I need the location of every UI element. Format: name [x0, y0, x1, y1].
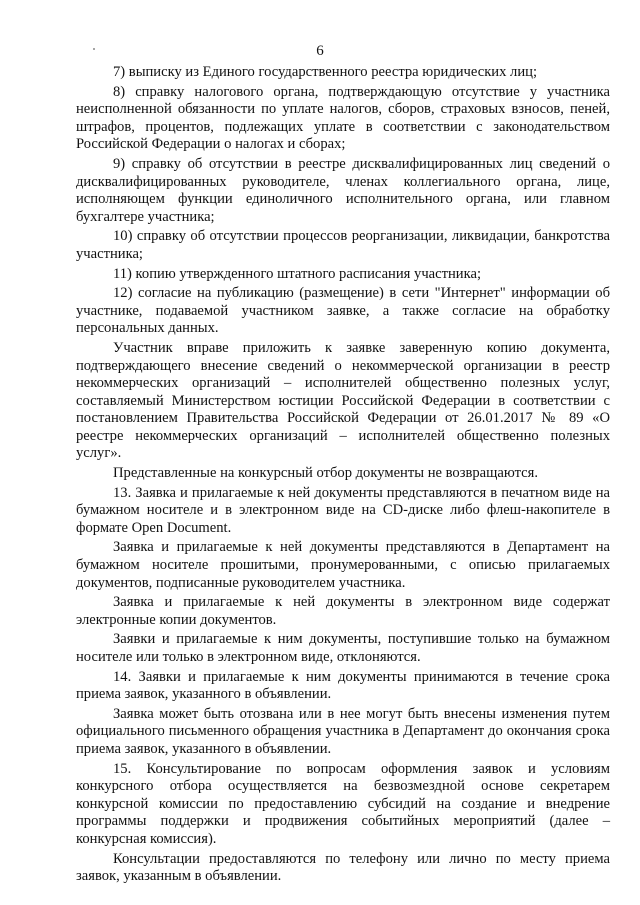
paragraph-consultations: Консультации предоставляются по телефону или лично по месту приема заявок, указанным в объявлении.: [76, 850, 610, 885]
paragraph-section-14: 14. Заявки и прилагаемые к ним документы принимаются в течение срока приема заявок, указанного в объявлении.: [76, 668, 610, 703]
paragraph-rejection-rule: Заявки и прилагаемые к ним документы, поступившие только на бумажном носителе или только в электронном виде, отклоняются.: [76, 631, 610, 665]
paragraph-withdrawal: Заявка может быть отозвана или в нее могут быть внесены изменения путем официального письменного обращения участника в Департамент до окончания срока приема заявок, указанного в объявлении.: [76, 705, 610, 757]
paragraph-item-12: 12) согласие на публикацию (размещение) в сети "Интернет" информации об участнике, подаваемой участником заявке, а также согласие на обработку персональных данных.: [76, 285, 610, 337]
paragraph-documents-not-returned: Представленные на конкурсный отбор документы не возвращаются.: [113, 465, 538, 482]
paragraph-item-11: 11) копию утвержденного штатного расписания участника;: [113, 265, 482, 282]
paragraph-section-13: 13. Заявка и прилагаемые к ней документы представляются в печатном виде на бумажном носителе и в электронном виде на CD-диске либо флеш-накопителе в формате Open Document.: [76, 484, 610, 536]
paragraph-section-15: 15. Консультирование по вопросам оформления заявок и условиям конкурсного отбора осуществляется на безвозмездной основе секретарем конкурсной комиссии по предоставлению субсидий на создание и внедрение программы поддержки и продвижения событийных мероприятий (далее – конкурсная комиссия).: [76, 760, 610, 847]
paragraph-item-9: 9) справку об отсутствии в реестре дисквалифицированных лиц сведений о дисквалифицированных руководителе, членах коллегиального органа, лице, исполняющем функции единоличного исполнительного органа, или главном бухгалтере участника;: [76, 155, 610, 225]
page-number: 6: [316, 43, 324, 59]
paragraph-item-8: 8) справку налогового органа, подтверждающую отсутствие у участника неисполненной обязанности по уплате налогов, сборов, страховых взносов, пеней, штрафов, процентов, подлежащих уплате в соответствии с законодательством Российской Федерации о налогах и сборах;: [76, 83, 610, 153]
paragraph-item-10: 10) справку об отсутствии процессов реорганизации, ликвидации, банкротства участника;: [76, 228, 610, 262]
paragraph-electronic-copies: Заявка и прилагаемые к ней документы в электронном виде содержат электронные копии документов.: [76, 594, 610, 628]
paragraph-optional-attachment: Участник вправе приложить к заявке заверенную копию документа, подтверждающего внесение сведений о некоммерческой организации в реестр некоммерческих организаций – исполнителей общественно полезных услуг, составляемый Министерством юстиции Российской Федерации в соответствии с постановлением Правительства Российской Федерации от 26.01.2017 № 89 «О реестре некоммерческих организаций – исполнителей общественно полезных услуг».: [76, 339, 610, 462]
paragraph-item-7: 7) выписку из Единого государственного реестра юридических лиц;: [113, 64, 538, 80]
paragraph-paper-submission: Заявка и прилагаемые к ней документы представляются в Департамент на бумажном носителе прошитыми, пронумерованными, с описью прилагаемых документов, подписанные руководителем участника.: [76, 539, 610, 591]
document-body: [76, 64, 610, 886]
